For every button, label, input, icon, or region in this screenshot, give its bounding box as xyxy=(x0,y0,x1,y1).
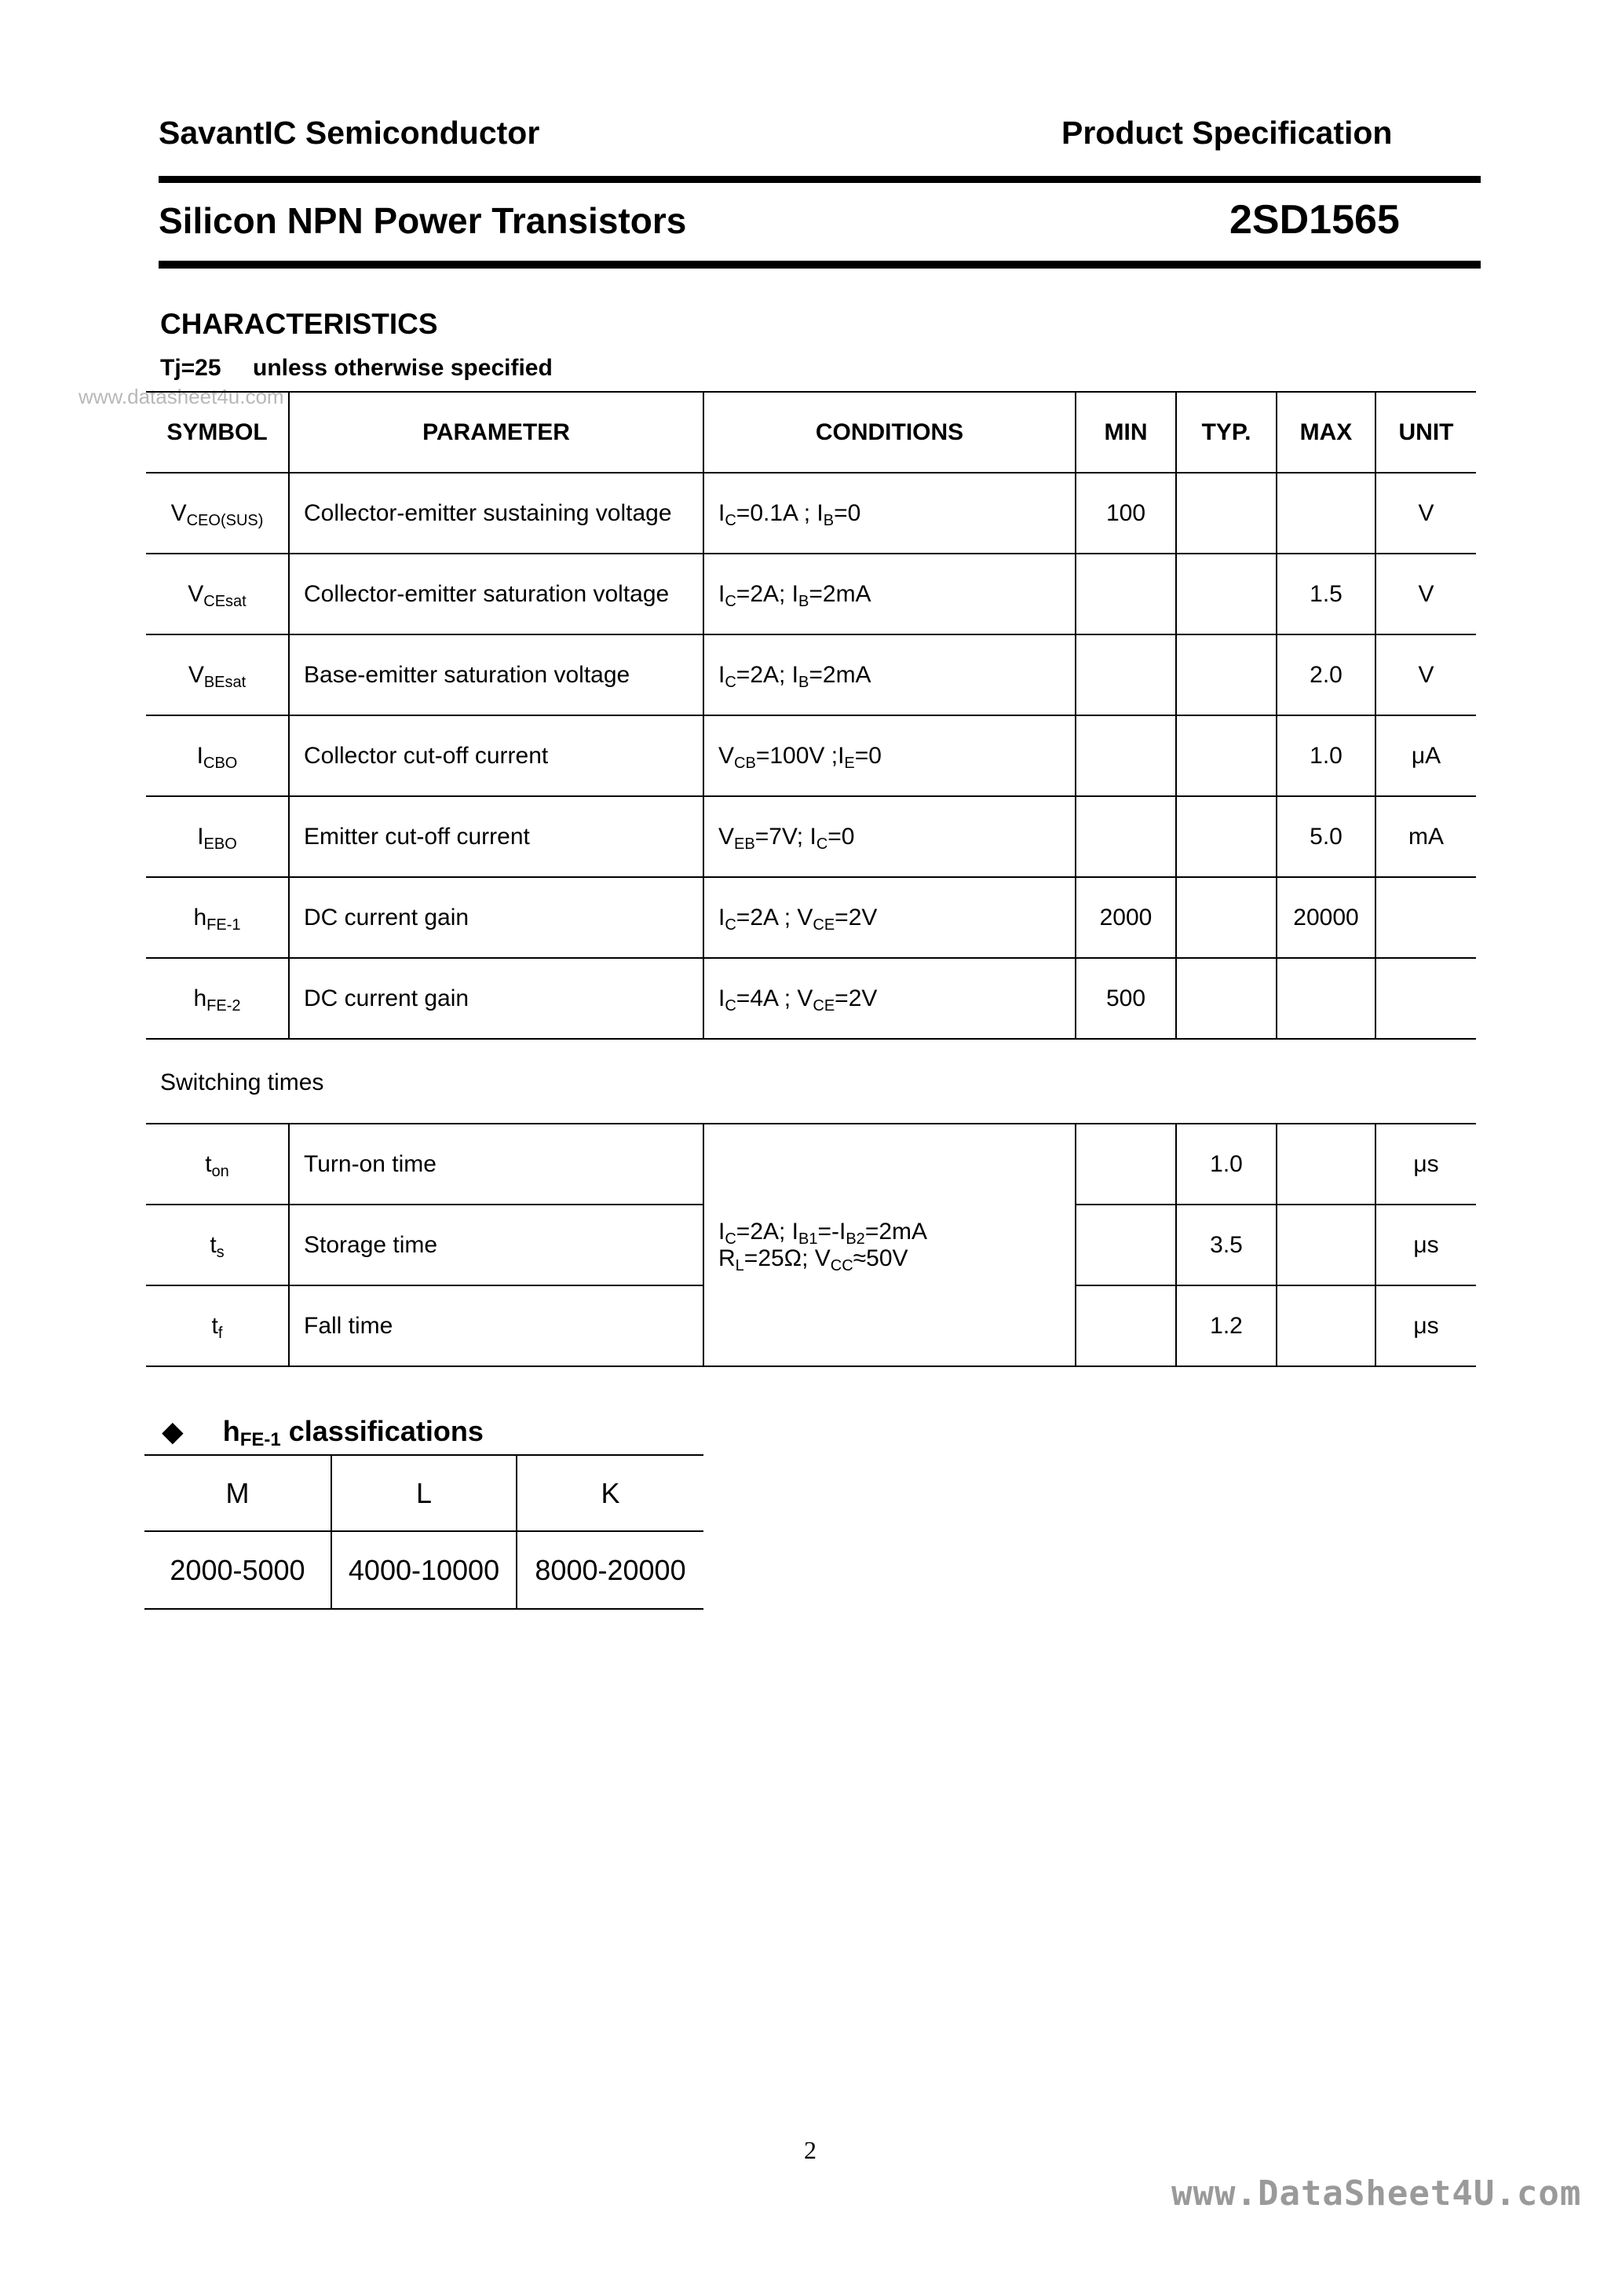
unit-cell: V xyxy=(1375,473,1476,554)
classification-heading xyxy=(162,1415,484,1448)
typ-cell: 3.5 xyxy=(1176,1205,1277,1285)
parameter-cell: Turn-on time xyxy=(289,1124,703,1205)
typ-cell: 1.2 xyxy=(1176,1285,1277,1366)
parameter-cell: Base-emitter saturation voltage xyxy=(289,634,703,715)
conditions-cell: $I_C=4A$ ; $V_{CE}=2V$ xyxy=(703,958,1076,1039)
parameter-cell: Collector-emitter saturation voltage xyxy=(289,554,703,634)
classification-title: $h_{FE-1}$ classifications xyxy=(222,1415,484,1450)
typ-cell xyxy=(1176,473,1277,554)
parameter-cell: DC current gain xyxy=(289,958,703,1039)
min-cell xyxy=(1076,1205,1176,1285)
unit-cell: V xyxy=(1375,554,1476,634)
conditions-line-2: $R_L=25\Omega$; $V_{CC}\approx 50V$ xyxy=(718,1245,908,1274)
product-line-title: Silicon NPN Power Transistors xyxy=(159,200,687,241)
conditions-cell: $I_C=2A$; $I_B=2mA$ xyxy=(703,554,1076,634)
document-type: Product Specification xyxy=(1061,115,1393,151)
typ-cell xyxy=(1176,796,1277,877)
min-cell: 500 xyxy=(1076,958,1176,1039)
typ-cell xyxy=(1176,554,1277,634)
symbol-cell: $t_s$ xyxy=(146,1205,289,1285)
min-cell: 100 xyxy=(1076,473,1176,554)
range-cell: 2000-5000 xyxy=(144,1531,331,1609)
table-header-row xyxy=(146,392,1476,473)
table-row xyxy=(144,1531,703,1609)
table-row xyxy=(146,473,1476,554)
classification-table xyxy=(144,1454,703,1610)
parameter-cell: Collector cut-off current xyxy=(289,715,703,796)
typ-cell xyxy=(1176,877,1277,958)
symbol-cell: $h_{FE-2}$ xyxy=(146,958,289,1039)
col-header-min: MIN xyxy=(1076,392,1176,473)
col-header-conditions: CONDITIONS xyxy=(703,392,1076,473)
max-cell: 20000 xyxy=(1277,877,1375,958)
conditions-cell: $I_C=2A$; $I_B=2mA$ xyxy=(703,634,1076,715)
grade-cell: M xyxy=(144,1455,331,1531)
table-row xyxy=(146,715,1476,796)
min-cell xyxy=(1076,634,1176,715)
min-cell xyxy=(1076,1124,1176,1205)
parameter-cell: Fall time xyxy=(289,1285,703,1366)
page-number: 2 xyxy=(804,2136,816,2164)
max-cell: 1.5 xyxy=(1277,554,1375,634)
table-row xyxy=(146,796,1476,877)
switching-times-label: Switching times xyxy=(160,1069,324,1095)
max-cell xyxy=(1277,1285,1375,1366)
grade-cell: L xyxy=(331,1455,517,1531)
unit-cell: mA xyxy=(1375,796,1476,877)
min-cell xyxy=(1076,715,1176,796)
col-header-unit: UNIT xyxy=(1375,392,1476,473)
col-header-typ: TYP. xyxy=(1176,392,1277,473)
min-cell: 2000 xyxy=(1076,877,1176,958)
table-row xyxy=(144,1455,703,1531)
table-row xyxy=(146,958,1476,1039)
max-cell: 2.0 xyxy=(1277,634,1375,715)
symbol-cell: $I_{EBO}$ xyxy=(146,796,289,877)
conditions-cell: $I_C=2A$ ; $V_{CE}=2V$ xyxy=(703,877,1076,958)
conditions-cell: $V_{CB}=100V$ $;I_E=0$ xyxy=(703,715,1076,796)
table-row xyxy=(146,634,1476,715)
range-cell: 8000-20000 xyxy=(517,1531,703,1609)
header-rule-bottom xyxy=(159,261,1481,269)
symbol-cell: $I_{CBO}$ xyxy=(146,715,289,796)
parameter-cell: Storage time xyxy=(289,1205,703,1285)
unit-cell: μs xyxy=(1375,1285,1476,1366)
diamond-bullet-icon: ◆ xyxy=(162,1415,184,1447)
table-row xyxy=(146,1124,1476,1205)
parameter-cell: DC current gain xyxy=(289,877,703,958)
max-cell xyxy=(1277,473,1375,554)
unit-cell: μA xyxy=(1375,715,1476,796)
min-cell xyxy=(1076,1285,1176,1366)
col-header-parameter: PARAMETER xyxy=(289,392,703,473)
table-row xyxy=(146,877,1476,958)
unit-cell: μs xyxy=(1375,1124,1476,1205)
symbol-cell: $V_{CEO(SUS)}$ xyxy=(146,473,289,554)
range-cell: 4000-10000 xyxy=(331,1531,517,1609)
symbol-cell: $t_{on}$ xyxy=(146,1124,289,1205)
parameter-cell: Collector-emitter sustaining voltage xyxy=(289,473,703,554)
tj-condition: Tj=25 xyxy=(160,355,221,381)
symbol-cell: $t_f$ xyxy=(146,1285,289,1366)
watermark-top: www.datasheet4u.com xyxy=(79,385,284,408)
typ-cell: 1.0 xyxy=(1176,1124,1277,1205)
characteristics-table xyxy=(146,391,1476,1040)
symbol-cell: $V_{CEsat}$ xyxy=(146,554,289,634)
symbol-cell: $V_{BEsat}$ xyxy=(146,634,289,715)
conditions-line-1: $I_C=2A$; $I_{B1}=-I_{B2}=2mA$ xyxy=(718,1218,928,1248)
unit-cell: V xyxy=(1375,634,1476,715)
unit-cell: μs xyxy=(1375,1205,1476,1285)
conditions-cell: $V_{EB}=7V$; $I_C=0$ xyxy=(703,796,1076,877)
unit-cell xyxy=(1375,877,1476,958)
watermark-bottom: www.DataSheet4U.com xyxy=(1171,2174,1582,2214)
col-header-symbol: SYMBOL xyxy=(146,392,289,473)
max-cell: 5.0 xyxy=(1277,796,1375,877)
min-cell xyxy=(1076,796,1176,877)
unit-cell xyxy=(1375,958,1476,1039)
min-cell xyxy=(1076,554,1176,634)
switching-conditions-cell xyxy=(703,1124,1076,1366)
symbol-cell: $h_{FE-1}$ xyxy=(146,877,289,958)
condition-note: unless otherwise specified xyxy=(253,355,553,381)
typ-cell xyxy=(1176,958,1277,1039)
max-cell xyxy=(1277,1124,1375,1205)
company-name: SavantIC Semiconductor xyxy=(159,115,540,151)
section-title-characteristics: CHARACTERISTICS xyxy=(160,308,438,340)
typ-cell xyxy=(1176,634,1277,715)
parameter-cell: Emitter cut-off current xyxy=(289,796,703,877)
part-number: 2SD1565 xyxy=(1229,197,1400,243)
switching-table xyxy=(146,1123,1476,1367)
max-cell xyxy=(1277,958,1375,1039)
grade-cell: K xyxy=(517,1455,703,1531)
table-row xyxy=(146,554,1476,634)
typ-cell xyxy=(1176,715,1277,796)
col-header-max: MAX xyxy=(1277,392,1375,473)
max-cell xyxy=(1277,1205,1375,1285)
max-cell: 1.0 xyxy=(1277,715,1375,796)
header-rule-top xyxy=(159,176,1481,183)
conditions-cell: $I_C=0.1A$ ; $I_B=0$ xyxy=(703,473,1076,554)
